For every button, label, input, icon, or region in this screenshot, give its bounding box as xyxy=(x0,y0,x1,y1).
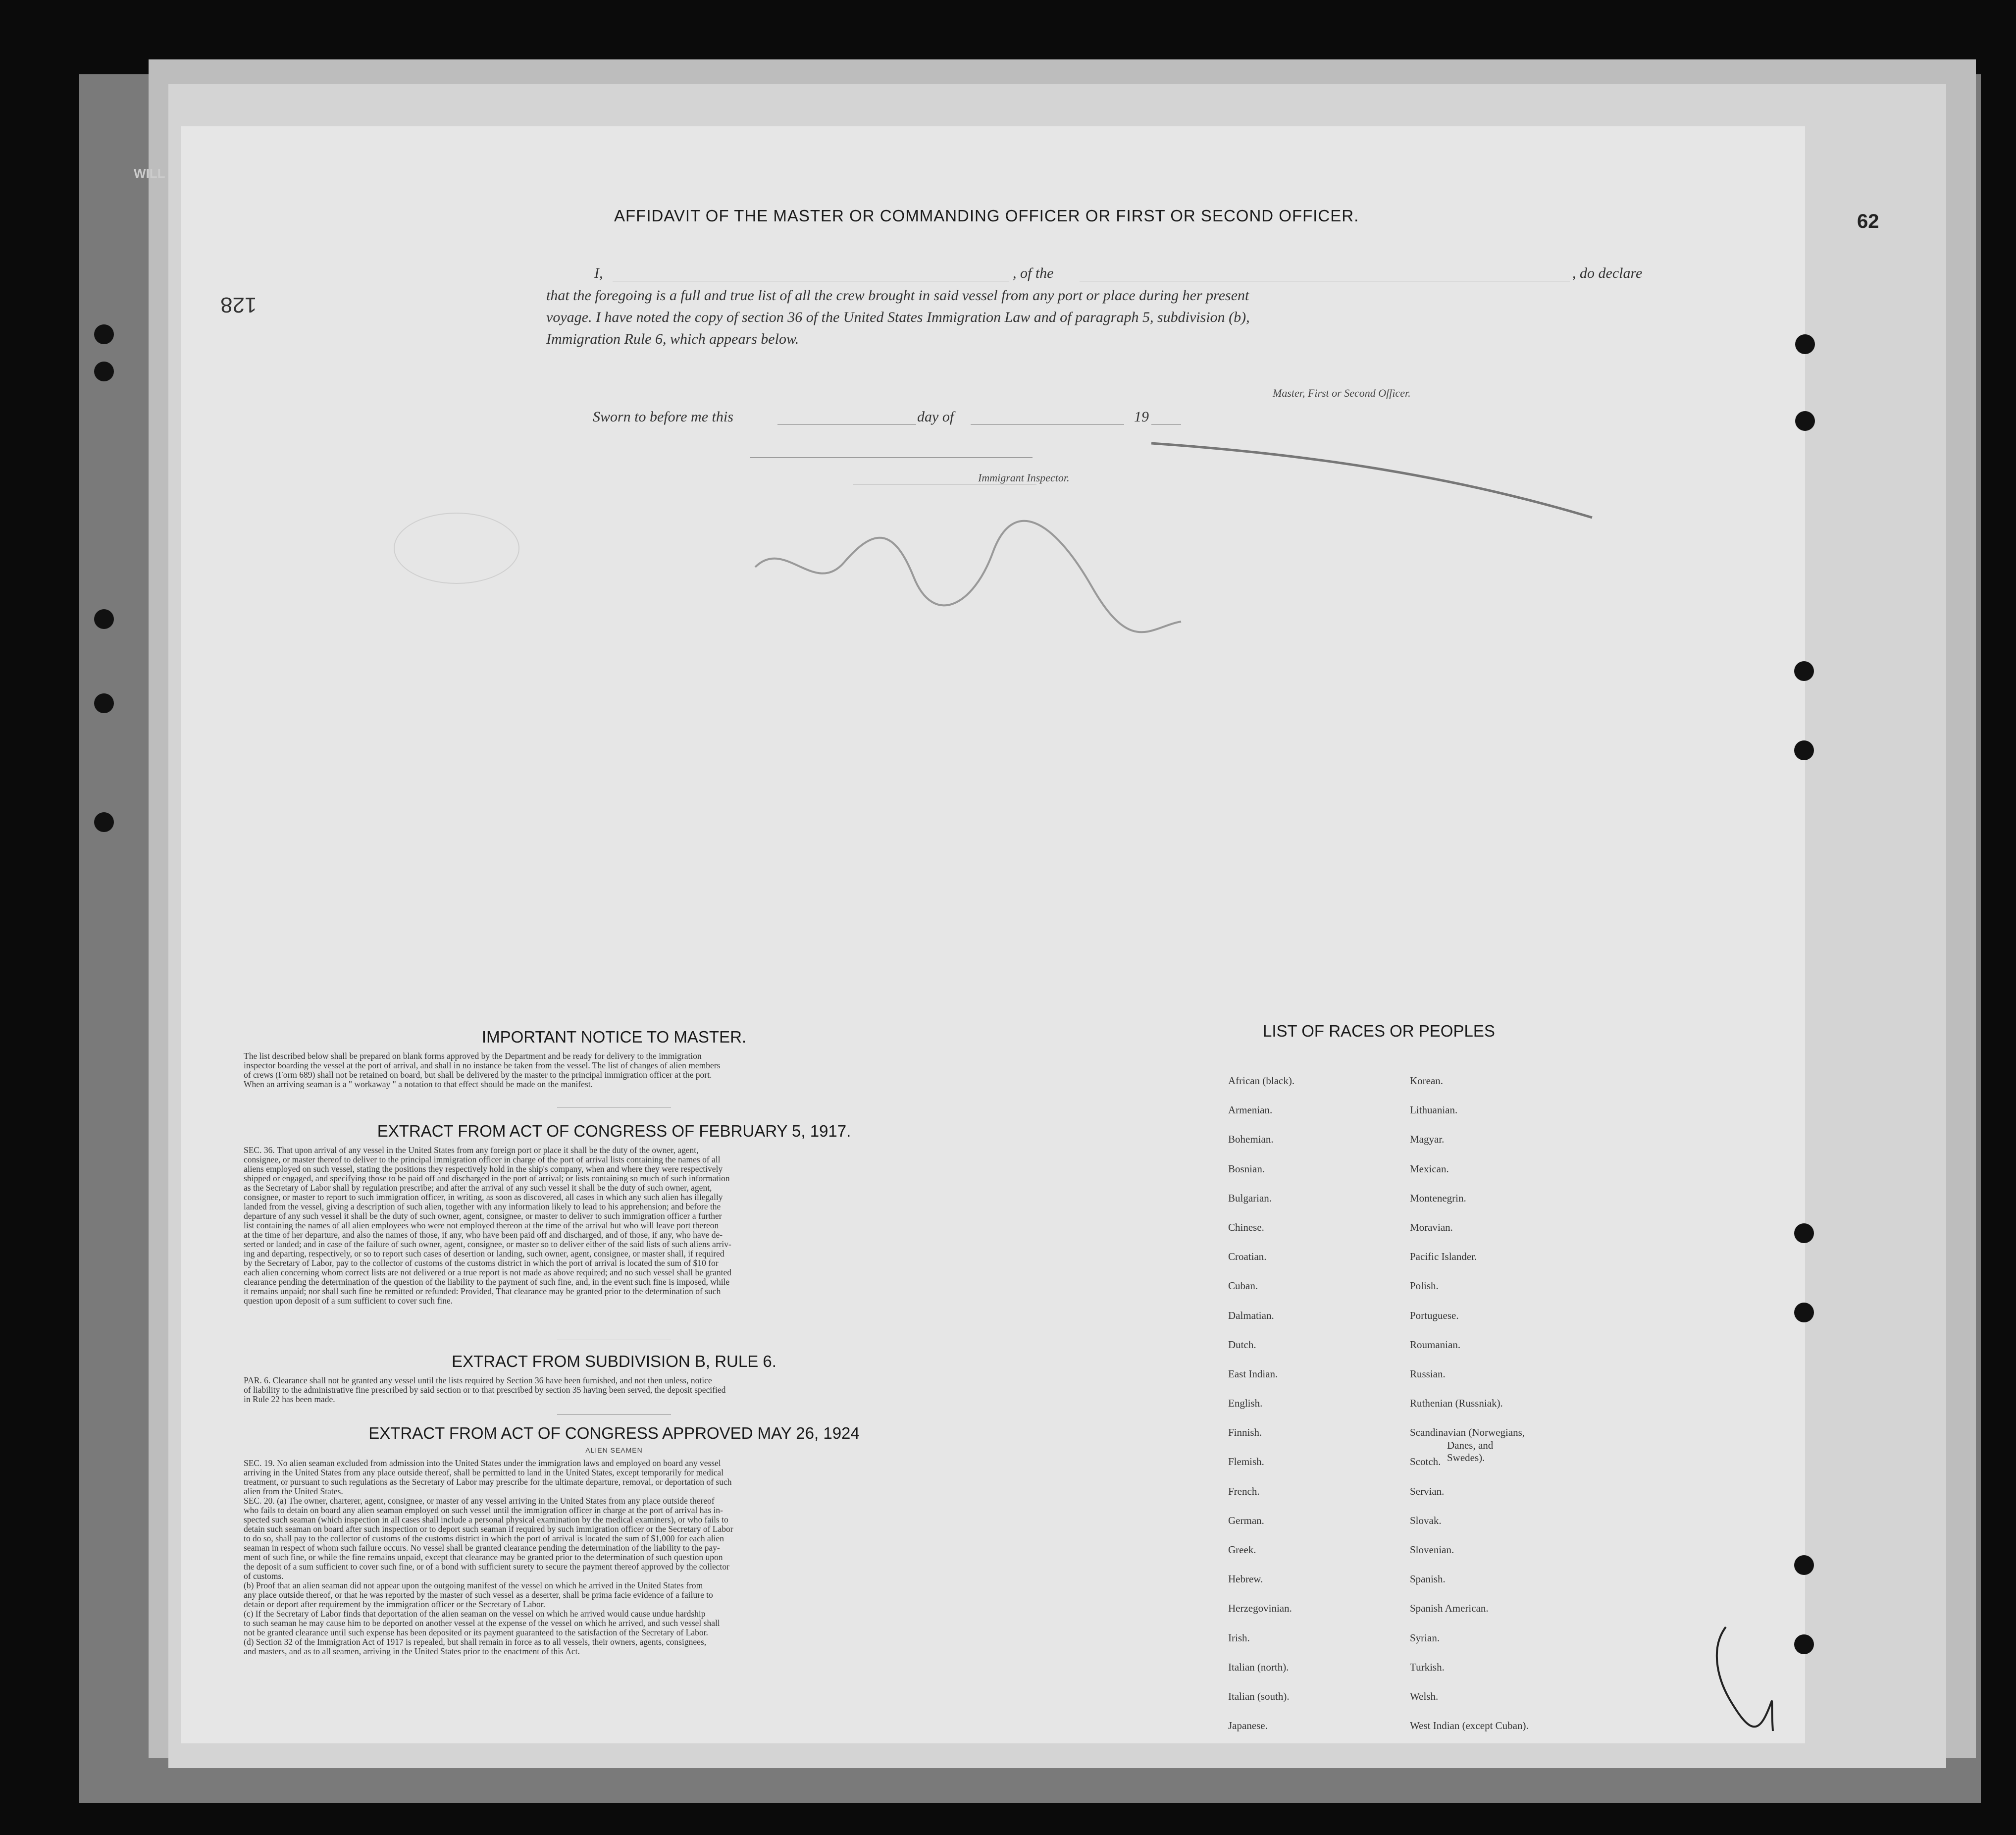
binder-hole xyxy=(94,693,114,713)
statement-line-2: voyage. I have noted the copy of section 36 of the United States Immigration Law and of paragraph 5, subdivision (b), xyxy=(546,309,1250,325)
race-item: Dutch. xyxy=(1228,1338,1256,1351)
races-title: LIST OF RACES OR PEOPLES xyxy=(1263,1022,1495,1040)
right-margin-number: 62 xyxy=(1857,210,1879,232)
page-hole xyxy=(1794,1634,1814,1654)
inspector-divider xyxy=(750,457,1033,458)
race-item: Greek. xyxy=(1228,1544,1256,1556)
binder-hole xyxy=(94,812,114,832)
race-item: Finnish. xyxy=(1228,1426,1262,1439)
statement-line-3: Immigration Rule 6, which appears below. xyxy=(546,331,799,347)
page-hole xyxy=(1794,661,1814,681)
affidavit-page xyxy=(181,126,1879,1743)
binder-hole xyxy=(94,609,114,629)
extract-1924-title: EXTRACT FROM ACT OF CONGRESS APPROVED MAY 26, 1924 xyxy=(368,1424,860,1442)
year-prefix: 19 xyxy=(1134,409,1149,425)
races-left-column xyxy=(1228,1075,1294,1749)
race-item: Herzegovinian. xyxy=(1228,1602,1292,1615)
race-item: Spanish American. xyxy=(1410,1602,1489,1615)
race-item: Flemish. xyxy=(1228,1456,1264,1468)
race-item: African (black). xyxy=(1228,1075,1295,1087)
sworn-label: Sworn to before me this xyxy=(593,409,733,425)
race-item: Russian. xyxy=(1410,1367,1446,1380)
race-item-continuation: Danes, and Swedes). xyxy=(1447,1439,1494,1464)
extract-rule6-title: EXTRACT FROM SUBDIVISION B, RULE 6. xyxy=(452,1352,776,1370)
race-item: Magyar. xyxy=(1410,1133,1445,1146)
sworn-year-blank xyxy=(1151,424,1181,425)
notice-body: The list described below shall be prepared on blank forms approved by the Department and be ready for delivery to the immigration inspector boarding the vessel at the port of arrival, and shall in no instance be taken from the vessel. The list of changes of alien members of crews (Form 689) shall not be retained on board, but shall be delivered by the master to the principal immigration officer at the port. When an arriving seaman is a " workaway " a notation to that effect should be made on the manifest. xyxy=(244,1051,721,1089)
pencil-mark xyxy=(1696,1617,1785,1746)
race-item: English. xyxy=(1228,1397,1263,1410)
race-item: Italian (south). xyxy=(1228,1690,1290,1702)
handwriting-bleed xyxy=(745,508,1191,636)
race-item: German. xyxy=(1228,1514,1264,1526)
races-right-column xyxy=(1410,1075,1529,1749)
race-item: Montenegrin. xyxy=(1410,1192,1466,1204)
race-item: Cuban. xyxy=(1228,1280,1258,1292)
race-item: Scotch. xyxy=(1410,1456,1441,1468)
page-hole xyxy=(1794,1223,1814,1243)
declaration-i-label: I, xyxy=(594,265,603,281)
statement-line-1: that the foregoing is a full and true list of all the crew brought in said vessel from any port or place during her present xyxy=(546,287,1249,304)
race-item: Scandinavian (Norwegians, Danes, and Swedes). xyxy=(1410,1426,1529,1456)
race-item: Spanish. xyxy=(1410,1573,1446,1585)
seal-bleed xyxy=(394,513,519,584)
race-item: Irish. xyxy=(1228,1631,1250,1644)
signature-stroke xyxy=(1146,433,1617,523)
page-hole xyxy=(1794,1303,1814,1322)
page-hole xyxy=(1794,740,1814,760)
affidavit-title: AFFIDAVIT OF THE MASTER OR COMMANDING OFFICER OR FIRST OR SECOND OFFICER. xyxy=(614,207,1359,225)
page-hole xyxy=(1794,1555,1814,1575)
race-item: Dalmatian. xyxy=(1228,1309,1274,1321)
race-item: Syrian. xyxy=(1410,1631,1440,1644)
race-item: Japanese. xyxy=(1228,1720,1268,1732)
extract-1924-subtitle: ALIEN SEAMEN xyxy=(585,1446,643,1454)
race-item: Italian (north). xyxy=(1228,1661,1289,1673)
extract-rule6-divider xyxy=(557,1414,671,1415)
race-item: Bosnian. xyxy=(1228,1162,1265,1175)
race-item: Korean. xyxy=(1410,1075,1444,1087)
race-item: Slovak. xyxy=(1410,1514,1442,1526)
race-item: Bohemian. xyxy=(1228,1133,1274,1146)
notice-title: IMPORTANT NOTICE TO MASTER. xyxy=(481,1028,747,1046)
race-item: Polish. xyxy=(1410,1280,1439,1292)
extract-rule6-body: PAR. 6. Clearance shall not be granted any vessel until the lists required by Section 36 have been furnished, and not then unless, notice of liability to the administrative fine prescribed by said section or to that prescribed by section 35 having been served, the deposit specified in Rule 22 has been made. xyxy=(244,1375,726,1404)
day-of-label: day of xyxy=(917,409,954,425)
do-declare-label: , do declare xyxy=(1572,265,1643,281)
edge-label: WILL xyxy=(134,166,165,181)
left-margin-number: 128 xyxy=(220,293,257,317)
race-item: Lithuanian. xyxy=(1410,1104,1458,1116)
race-item: Slovenian. xyxy=(1410,1544,1454,1556)
inspector-label: Immigrant Inspector. xyxy=(978,472,1070,484)
race-item: Armenian. xyxy=(1228,1104,1273,1116)
race-item: Pacific Islander. xyxy=(1410,1251,1477,1263)
race-item: Mexican. xyxy=(1410,1162,1449,1175)
race-item: Turkish. xyxy=(1410,1661,1445,1673)
of-the-label: , of the xyxy=(1013,265,1054,281)
binder-hole xyxy=(94,324,114,344)
race-item: Servian. xyxy=(1410,1485,1445,1497)
race-item: Roumanian. xyxy=(1410,1338,1461,1351)
page-hole xyxy=(1795,334,1815,354)
race-item: East Indian. xyxy=(1228,1367,1278,1380)
sworn-month-blank xyxy=(971,424,1124,425)
race-item: Moravian. xyxy=(1410,1221,1453,1233)
race-item: West Indian (except Cuban). xyxy=(1410,1720,1529,1732)
race-item: Croatian. xyxy=(1228,1251,1267,1263)
sworn-day-blank xyxy=(777,424,916,425)
extract-1924-body: SEC. 19. No alien seaman excluded from admission into the United States under the immigration laws and employed on board any vessel arriving in the United States from any place outside thereof, shall be permitted to land in the United States, except temporarily for medical treatment, or pursuant to such regulations as the Secretary of Labor may prescribe for the ultimate departure, removal, or deportation of such alien from the United States. SEC. 20. (a) The owner, charterer, agent, consignee, or master of any vessel arriving in the United States from any place outside thereof who fails to detain on board any alien seaman employed on such vessel until the immigration officer in charge at the port of arrival has in- spected such seaman (which inspection in all cases shall include a personal physical examination by the medical examiners), or who fails to detain such seaman on board after such inspection or to deport such seaman if required by such immigration officer or the Secretary of Labor to do so, shall pay to the collector of customs of the customs district in which the port of arrival is located the sum of $1,000 for each alien seaman in respect of whom such failure occurs. No vessel shall be granted clearance pending the determination of the liability to the pay- ment of such fine, or while the fine remains unpaid, except that clearance may be granted prior to the determination of such question upon the deposit of a sum sufficient to cover such fine, or of a bond with sufficient surety to secure the payment thereof approved by the collector of customs. (b) Proof that an alien seaman did not appear upon the outgoing manifest of the vessel on which he arrived in the United States from any place outside thereof, or that he was reported by the master of such vessel as a deserter, shall be prima facie evidence of a failure to detain or deport after requirement by the immigration officer or the Secretary of Labor. (c) If the Secretary of Labor finds that deportation of the alien seaman on the vessel on which he arrived would cause undue hardship to such seaman he may cause him to be deported on another vessel at the expense of the vessel on which he arrived, and such vessel shall not be granted clearance until such expense has been deposited or its payment guaranteed to the satisfaction of the Secretary of Labor. (d) Section 32 of the Immigration Act of 1917 is repealed, but shall remain in force as to all vessels, their owners, agents, consignees, and masters, and as to all seamen, arriving in the United States prior to the enactment of this Act. xyxy=(244,1458,733,1656)
race-item: Chinese. xyxy=(1228,1221,1264,1233)
race-item: Portuguese. xyxy=(1410,1309,1459,1321)
extract-1917-title: EXTRACT FROM ACT OF CONGRESS OF FEBRUARY 5, 1917. xyxy=(377,1122,851,1140)
race-item: Bulgarian. xyxy=(1228,1192,1272,1204)
binder-hole xyxy=(94,362,114,381)
page-hole xyxy=(1795,411,1815,431)
race-item: Hebrew. xyxy=(1228,1573,1263,1585)
extract-1917-body: SEC. 36. That upon arrival of any vessel in the United States from any foreign port or place it shall be the duty of the owner, agent, consignee, or master thereof to deliver to the principal immigration officer in charge of the port of arrival lists containing the names of all aliens employed on such vessel, stating the positions they respectively hold in the ship's company, when and where they were respectively shipped or engaged, and specifying those to be paid off and discharged in the port of arrival; or lists containing so much of such information as the Secretary of Labor shall by regulation prescribe; and after the arrival of any such vessel it shall be the duty of such owner, agent, consignee, or master to report to such immigration officer, in writing, as soon as discovered, all cases in which any such alien has illegally landed from the vessel, giving a description of such alien, together with any information likely to lead to his apprehension; and before the departure of any such vessel it shall be the duty of such owner, agent, consignee, or master to deliver to such immigration officer a further list containing the names of all alien employees who were not employed thereon at the time of the arrival but who will leave port thereon at the time of her departure, and also the names of those, if any, who have been paid off and discharged, and of those, if any, who have de- serted or landed; and in case of the failure of such owner, agent, consignee, or master so to deliver either of the said lists of such aliens arriv- ing and departing, respectively, or so to report such cases of desertion or landing, such owner, agent, consignee, or master shall, if required by the Secretary of Labor, pay to the collector of customs of the customs district in which the port of arrival is located the sum of $10 for each alien concerning whom correct lists are not delivered or a true report is not made as above required; and no such vessel shall be granted clearance pending the determination of the question of the liability to the payment of such fine, and, in the event such fine is imposed, while it remains unpaid; nor shall such fine be remitted or refunded: Provided, That clearance may be granted prior to the determination of such question upon deposit of a sum sufficient to cover such fine. xyxy=(244,1145,731,1306)
master-signature-label: Master, First or Second Officer. xyxy=(1273,387,1411,399)
race-item: Welsh. xyxy=(1410,1690,1439,1702)
race-item: French. xyxy=(1228,1485,1260,1497)
race-item: Ruthenian (Russniak). xyxy=(1410,1397,1503,1410)
